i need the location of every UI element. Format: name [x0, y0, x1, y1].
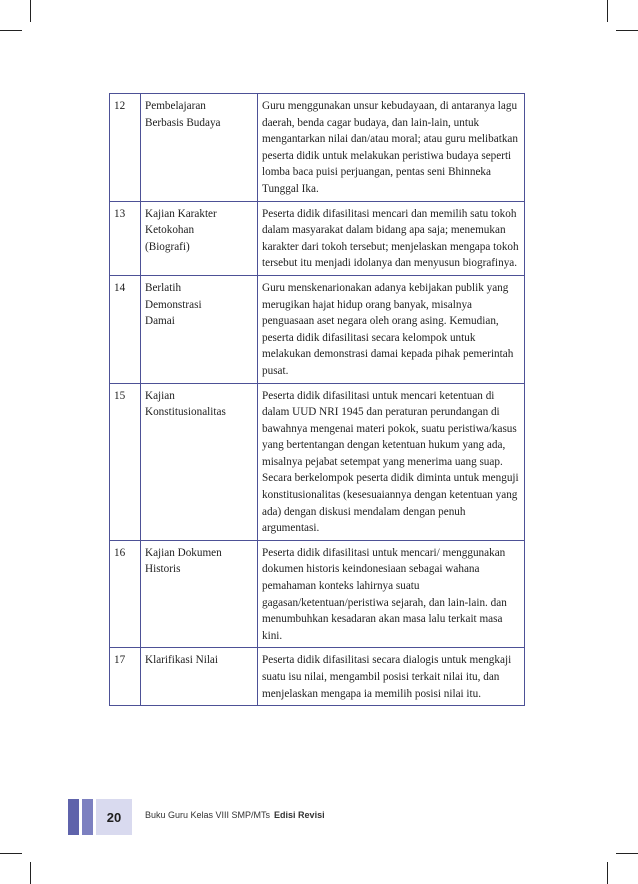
table-row [110, 540, 525, 648]
crop-mark-bottom-left-h [0, 853, 22, 854]
table-row [110, 383, 525, 540]
book-title: Buku Guru Kelas VIII SMP/MTs [145, 810, 271, 820]
crop-mark-top-left-h [0, 30, 22, 31]
method-name: Pembelajaran Berbasis Budaya [141, 94, 258, 202]
edition-label: Edisi Revisi [274, 810, 325, 820]
row-number: 12 [110, 94, 141, 202]
crop-mark-bottom-right-h [616, 853, 638, 854]
page-number: 20 [96, 799, 132, 835]
method-description: Peserta didik difasilitasi untuk mencari/ menggunakan dokumen historis keindonesiaan sebagai wahana pemahaman konteks lahirnya suatu gagasan/ketentuan/peristiwa sejarah, dan lain-lain. dan menumbuhkan kesadaran akan masa lalu terkait masa kini. [258, 540, 525, 648]
row-number: 16 [110, 540, 141, 648]
footer-accent-bar-light [82, 799, 93, 835]
method-description: Guru menskenarionakan adanya kebijakan publik yang merugikan hajat hidup orang banyak, misalnya penguasaan aset negara oleh orang asing. Kemudian, peserta didik difasilitasi secara kelompok untuk melakukan demonstrasi damai kepada pihak pemerintah pusat. [258, 275, 525, 383]
row-number: 14 [110, 275, 141, 383]
table-row [110, 201, 525, 275]
crop-mark-bottom-right [607, 862, 608, 884]
method-description: Peserta didik difasilitasi mencari dan memilih satu tokoh dalam masyarakat dalam bidang apa saja; menemukan karakter dari tokoh tersebut; menjelaskan mengapa tokoh tersebut itu menjadi idolanya dan menyusun biografinya. [258, 201, 525, 275]
methods-table-body [110, 94, 525, 706]
method-description: Guru menggunakan unsur kebudayaan, di antaranya lagu daerah, benda cagar budaya, dan lain-lain, untuk mengantarkan nilai dan/atau moral; atau guru melibatkan peserta didik untuk melakukan peristiwa budaya seperti lomba baca puisi perjuangan, pentas seni Bhinneka Tunggal Ika. [258, 94, 525, 202]
method-description: Peserta didik difasilitasi untuk mencari ketentuan di dalam UUD NRI 1945 dan peraturan perundangan di bawahnya mengenai materi pokok, suatu peristiwa/kasus yang bertentangan dengan ketentuan hukum yang ada, misalnya pejabat setempat yang menerima uang suap. Secara berkelompok peserta didik diminta untuk menguji konstitusionalitas (kesesuaiannya dengan ketentuan yang ada) dengan diskusi mendalam dengan penuh argumentasi. [258, 383, 525, 540]
table-row [110, 648, 525, 706]
table-row [110, 94, 525, 202]
method-name: Kajian Konstitusionalitas [141, 383, 258, 540]
method-description: Peserta didik difasilitasi secara dialogis untuk mengkaji suatu isu nilai, mengambil posisi terkait nilai itu, dan menjelaskan mengapa ia memilih posisi nilai itu. [258, 648, 525, 706]
method-name: Klarifikasi Nilai [141, 648, 258, 706]
crop-mark-top-left [30, 0, 31, 22]
row-number: 15 [110, 383, 141, 540]
method-name: Berlatih Demonstrasi Damai [141, 275, 258, 383]
footer-accent-bar [68, 799, 79, 835]
methods-table [109, 93, 525, 706]
method-name: Kajian Karakter Ketokohan (Biografi) [141, 201, 258, 275]
table-row [110, 275, 525, 383]
row-number: 13 [110, 201, 141, 275]
method-name: Kajian Dokumen Historis [141, 540, 258, 648]
crop-mark-top-right [607, 0, 608, 22]
footer-book-title [145, 810, 325, 820]
crop-mark-top-right-h [616, 30, 638, 31]
row-number: 17 [110, 648, 141, 706]
crop-mark-bottom-left [30, 862, 31, 884]
